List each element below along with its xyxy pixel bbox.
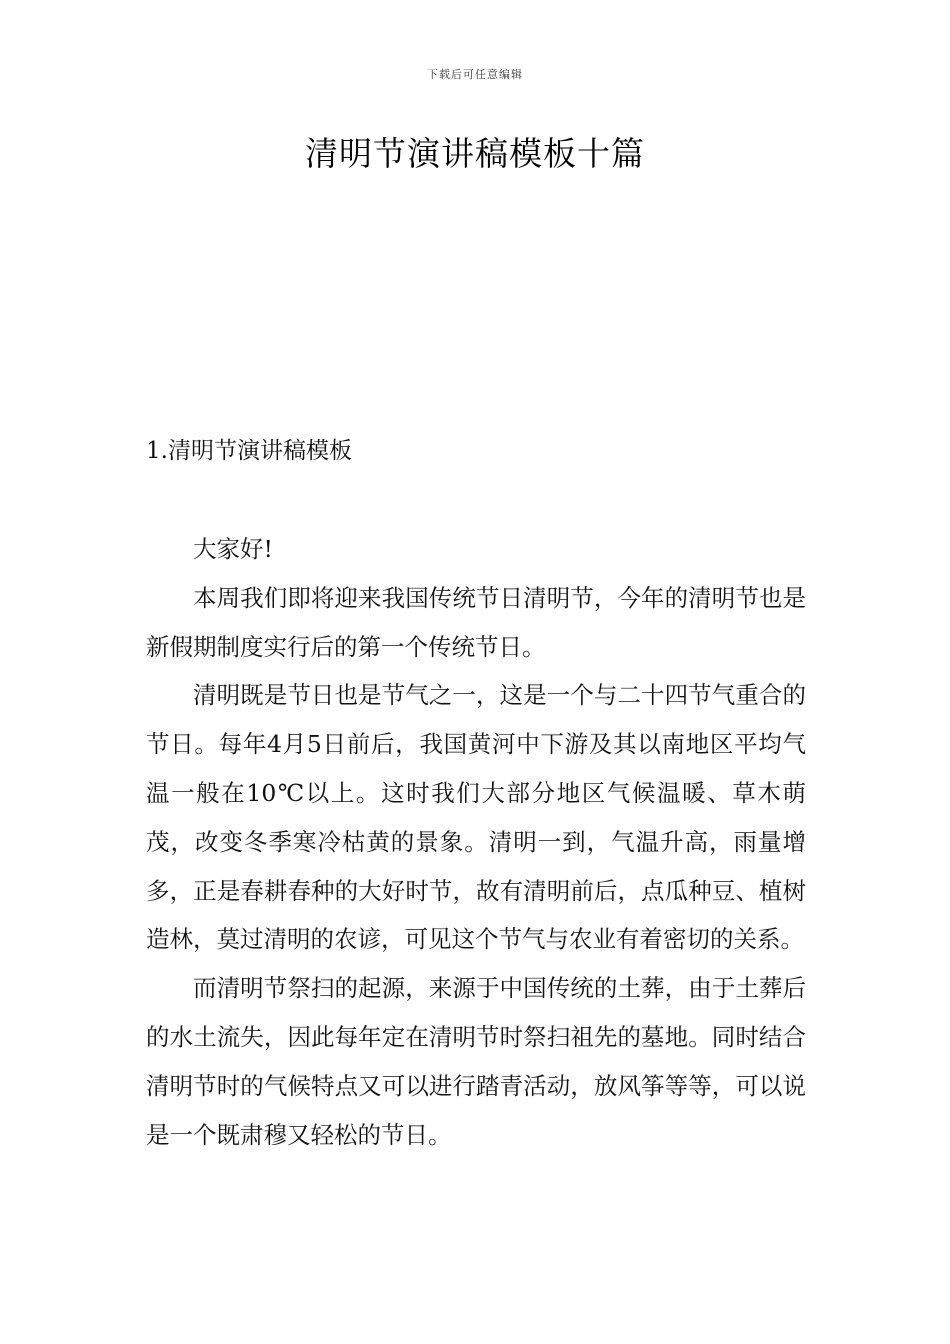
paragraph: 清明既是节日也是节气之一，这是一个与二十四节气重合的节日。每年4月5日前后，我国黄河中下游及其以南地区平均气温一般在10℃以上。这时我们大部分地区气候温暖、草木萌茂，改变冬季寒冷枯黄的景象。清明一到，气温升高，雨量增多，正是春耕春种的大好时节，故有清明前后，点瓜种豆、植树造林，莫过清明的农谚，可见这个节气与农业有着密切的关系。 bbox=[146, 681, 806, 954]
document-title: 清明节演讲稿模板十篇 bbox=[305, 134, 645, 173]
section-heading: 1.清明节演讲稿模板 bbox=[146, 438, 352, 464]
paragraph: 本周我们即将迎来我国传统节日清明节，今年的清明节也是新假期制度实行后的第一个传统节日。 bbox=[146, 583, 806, 661]
header-note: 下载后可任意编辑 bbox=[427, 68, 523, 81]
paragraph: 而清明节祭扫的起源，来源于中国传统的土葬，由于土葬后的水土流失，因此每年定在清明节时祭扫祖先的墓地。同时结合清明节时的气候特点又可以进行踏青活动，放风筝等等，可以说是一个既肃穆又轻松的节日。 bbox=[146, 974, 806, 1149]
paragraph-greeting: 大家好! bbox=[193, 535, 273, 563]
body-text bbox=[146, 525, 806, 1159]
